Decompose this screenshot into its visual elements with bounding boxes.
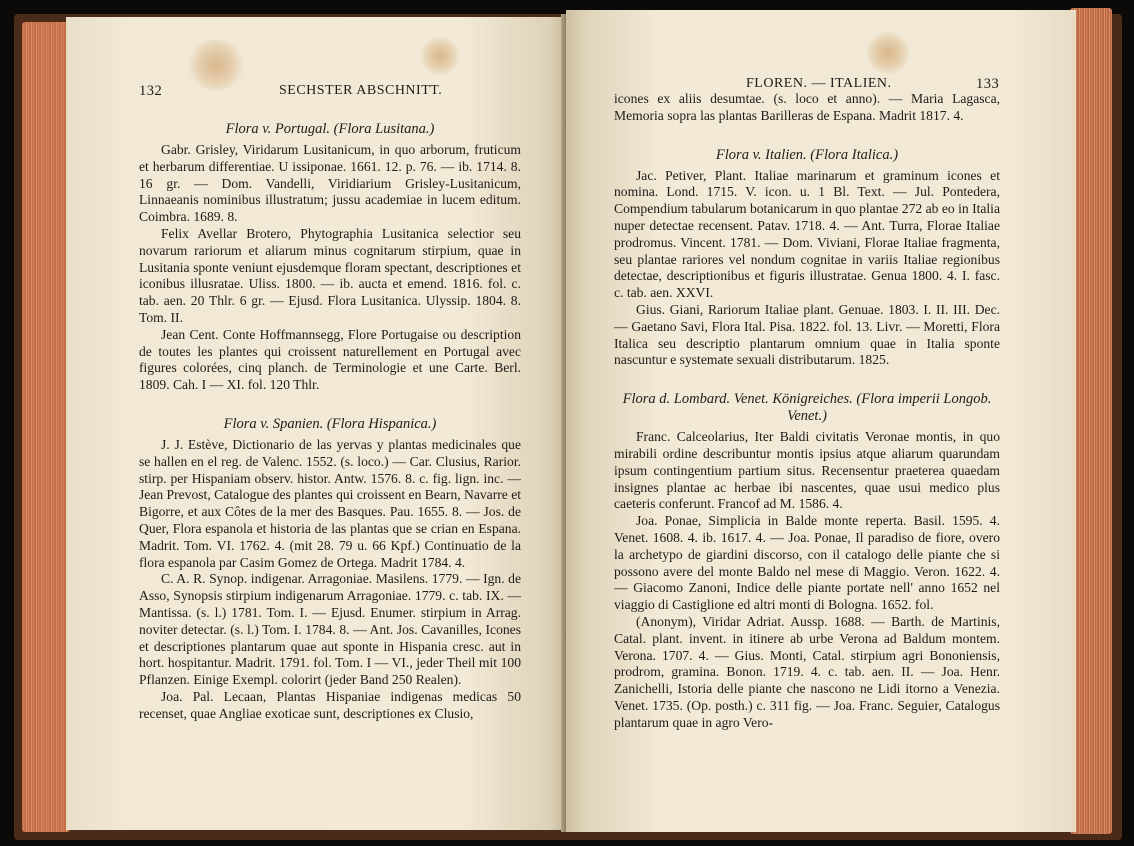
page-number: 132 xyxy=(139,83,163,99)
page-number: 133 xyxy=(976,76,1000,92)
entry-paragraph: Franc. Calceolarius, Iter Baldi civitatis Veronae montis, in quo mirabili ordine describuntur montis ipsius atque aliarum quarundam ipsum contingentium partium situs. Recensentur praeterea quaedam insignes plantae ac herbae ibi nascentes, quae usui medico plus caeteris conferunt. Francof ad M. 1586. 4. xyxy=(614,429,1000,512)
running-head: SECHSTER ABSCHNITT. xyxy=(279,83,443,98)
entry-paragraph: Joa. Pal. Lecaan, Plantas Hispaniae indigenas medicas 50 recenset, quae Angliae exoticae sunt, descriptiones ex Clusio, xyxy=(139,688,521,721)
entry-paragraph: Gius. Giani, Rariorum Italiae plant. Genuae. 1803. I. II. III. Dec. — Gaetano Savi, Flora Ital. Pisa. 1822. fol. 13. Livr. — Moretti, Flora Italica seu descriptio plantarum omnium quae in Italia sponte nascuntur e systemate sexuali distributarum. 1825. xyxy=(614,301,1000,368)
section-heading: Flora v. Italien. (Flora Italica.) xyxy=(715,146,899,163)
left-text-block xyxy=(139,121,521,723)
running-head: FLOREN. — ITALIEN. xyxy=(746,76,892,91)
left-page-edges xyxy=(22,22,70,832)
entry-paragraph: Felix Avellar Brotero, Phytographia Lusitanica selectior seu novarum rariorum et aliarum minus cognitarum stirpium, quae in Lusitania sponte veniunt ejusdemque floram spectant, descriptiones et iconibus illusratae. Uliss. 1800. — ib. aucta et emend. 1816. fol. c. tab. aen. 20 Thlr. 6 gr. — Ejusd. Flora Lusitanica. Ulyssip. 1804. 8. Tom. II. xyxy=(139,225,521,325)
entry-paragraph: Gabr. Grisley, Viridarum Lusitanicum, in quo arborum, fruticum et herbarum differentiae. U issiponae. 1661. 12. p. 76. — ib. 1714. 8. 16 gr. — Dom. Vandelli, Viridiarium Grisley-Lusitanicum, Linnaeanis nominibus illustratum; jussu academiae in lucem editum. Coimbra. 1689. 8. xyxy=(139,142,521,225)
foxing-stain xyxy=(420,37,460,75)
entry-paragraph: (Anonym), Viridar Adriat. Aussp. 1688. — Barth. de Martinis, Catal. plant. invent. in itinere ab urbe Verona ad Baldum montem. Verona. 1707. 4. — Gius. Monti, Catal. stirpium agri Bononiensis, prodrom, gramina. Bonon. 1719. 4. c. tab. aen. II. — Joa. Henr. Zanichelli, Istoria delle piante che nascono ne Lidi itorno a Venezia. Venet. 1735. (Op. posth.) c. 311 fig. — Joa. Franc. Seguier, Catalogus plantarum quae in agro Vero- xyxy=(614,613,1000,730)
continuation-text: icones ex aliis desumtae. (s. loco et anno). — Maria Lagasca, Memoria sopra las plantas Barilleras de Espana. Madrit 1817. 4. xyxy=(614,91,1000,123)
entry-paragraph: C. A. R. Synop. indigenar. Arragoniae. Masilens. 1779. — Ign. de Asso, Synopsis stirpium indigenarum Arragoniae. 1779. c. tab. IX. — Mantissa. (s. l.) 1781. Tom. I. — Ejusd. Enumer. stirpium in Arrag. noviter detectar. (s. l.) Tom. I. 1784. 8. — Ant. Jos. Cavanilles, Icones et descriptiones plantarum quae aut sponte in Hispania cresc. aut in hort. hospitantur. Madrit. 1791. fol. Tom. I — VI., jeder Theil mit 100 Pflanzen. Einige Exempl. colorirt (jeder Band 250 Realen). xyxy=(139,571,521,688)
section-heading: Flora d. Lombard. Venet. Königreiches. (Flora imperii Longob. Venet.) xyxy=(622,391,992,425)
section-heading: Flora v. Portugal. (Flora Lusitana.) xyxy=(225,121,435,137)
right-text-block xyxy=(614,91,1000,732)
right-page-edges xyxy=(1070,8,1112,834)
entry-paragraph: Joa. Ponae, Simplicia in Balde monte reperta. Basil. 1595. 4. Venet. 1608. 4. ib. 1617. 4. — Joa. Ponae, Il paradiso de fiore, overo la archetypo de giardini discorso, con il catalogo delle piante che si possono avere del monte Baldo nel mese di Maggio. Veron. 1622. 4. — Giacomo Zanoni, Indice delle piante portate nell' anno 1652 nel viaggio di Castiglione ed altri monti di Bologna. 1652. fol. xyxy=(614,513,1000,613)
entry-paragraph: Jean Cent. Conte Hoffmannsegg, Flore Portugaise ou description de toutes les plantes qui croissent naturellement en Portugal avec figures colorées, cinq planch. de Terminologie et une Carte. Berl. 1809. Cah. I — XI. fol. 120 Thlr. xyxy=(139,326,521,393)
entry-paragraph: J. J. Estève, Dictionario de las yervas y plantas medicinales que se hallen en el reg. de Valenc. 1552. (s. loco.) — Car. Clusius, Rarior. stirp. per Hispaniam observ. histor. Antw. 1576. 8. c. fig. lign. inc. — Jean Prevost, Catalogue des plantes qui croissent en Bearn, Navarre et Bigorre, et aux Côtes de la mer des Basques. Pau. 1655. 8. — Jos. de Quer, Flora espanola et historia de las plantas que se crian en Espana. Madrit. Tom. VI. 1762. 4. (mit 28. 79 u. 66 Kpf.) Continuatio de la flora espanola par Casim Gomez de Ortega. Madrit 1784. 4. xyxy=(139,436,522,570)
left-page xyxy=(66,17,564,830)
foxing-stain xyxy=(188,39,244,91)
right-page xyxy=(566,10,1076,832)
entry-paragraph: Jac. Petiver, Plant. Italiae marinarum et graminum icones et nomina. Lond. 1715. V. icon. u. 1 Bl. Text. — Jul. Pontedera, Compendium tabularum botanicarum in quo plantae 272 ab eo in Italia nuper detectae recensent. Patav. 1718. 4. — Ant. Turra, Florae Italiae prodromus. Vincent. 1781. — Dom. Viviani, Florae Italiae fragmenta, seu plantae rariores vel nondum cognitae in variis Italiae regionibus detectae, descriptionibus et figuris illustratae. Genua 1800. 4. I. fasc. c. tab. aen. XXVI. xyxy=(614,167,1000,301)
foxing-stain xyxy=(866,32,910,74)
section-heading: Flora v. Spanien. (Flora Hispanica.) xyxy=(223,415,437,432)
